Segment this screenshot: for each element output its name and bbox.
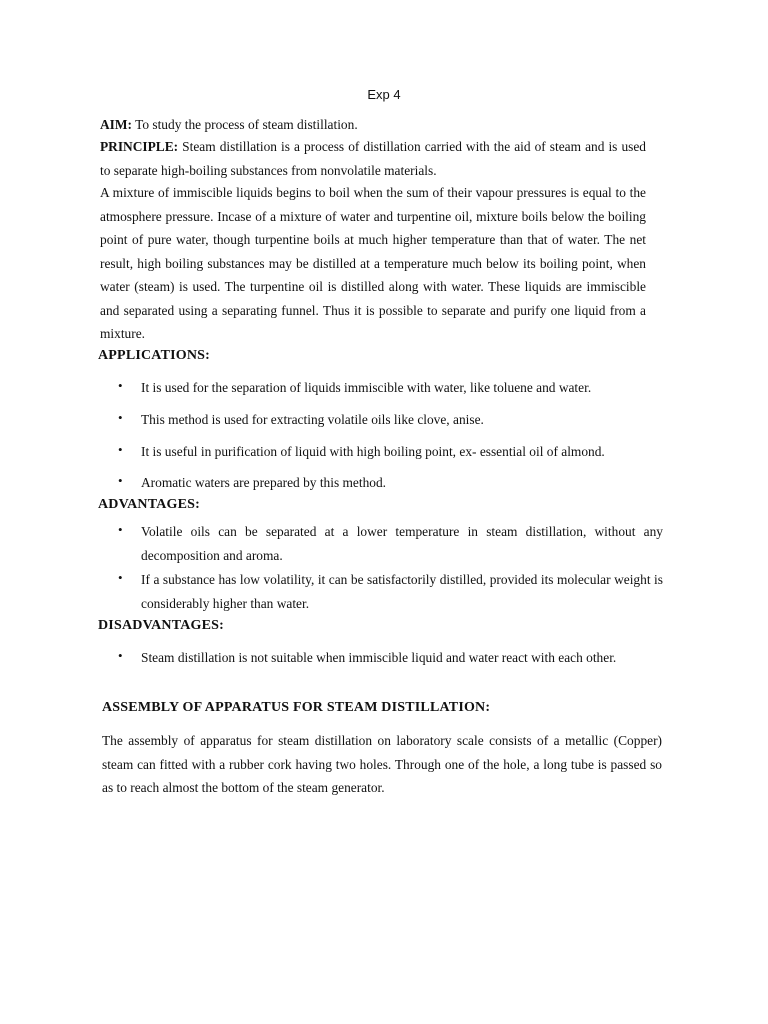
principle-explanation: A mixture of immiscible liquids begins to boil when the sum of their vapour pressures is equal to the atmosphere pressure. Incase of a mixture of water and turpentine oil, mixture boils below the boiling point of pure water, though turpentine boils at much higher temperature than that of water. The net result, high boiling substances may be distilled at a temperature much below its boiling point, when water (steam) is used. The turpentine oil is distilled along with water. These liquids are immiscible and separated using a separating funnel. Thus it is possible to separate and purify one liquid from a mixture. (100, 185, 646, 341)
bullet-icon: • (118, 442, 123, 457)
list-item-text: Steam distillation is not suitable when immiscible liquid and water react with each other. (141, 650, 617, 665)
principle-paragraph (100, 135, 646, 182)
bullet-icon: • (118, 570, 123, 585)
applications-heading: APPLICATIONS: (98, 348, 211, 363)
disadvantages-heading: DISADVANTAGES: (98, 618, 224, 633)
aim-text: To study the process of steam distillation. (131, 117, 358, 132)
principle-label: PRINCIPLE: (100, 139, 179, 154)
bullet-icon: • (118, 648, 123, 663)
list-item-text: It is useful in purification of liquid with high boiling point, ex- essential oil of almond. (141, 444, 605, 459)
list-item-text: If a substance has low volatility, it can be satisfactorily distilled, provided its molecular weight is considerably higher than water. (141, 572, 663, 611)
assembly-heading: ASSEMBLY OF APPARATUS FOR STEAM DISTILLATION: (102, 700, 491, 715)
aim-label: AIM: (100, 117, 132, 132)
advantages-heading: ADVANTAGES: (98, 497, 201, 512)
list-item-text: Aromatic waters are prepared by this method. (141, 475, 387, 490)
aim-paragraph (100, 113, 646, 137)
bullet-icon: • (118, 522, 123, 537)
assembly-paragraph: The assembly of apparatus for steam distillation on laboratory scale consists of a metallic (Copper) steam can fitted with a rubber cork having two holes. Through one of the hole, a long tube is passed so as to reach almost the bottom of the steam generator. (102, 733, 662, 795)
principle-text: Steam distillation is a process of distillation carried with the aid of steam and is used to separate high-boiling substances from nonvolatile materials. (100, 139, 646, 178)
list-item-text: It is used for the separation of liquids immiscible with water, like toluene and water. (141, 380, 592, 395)
bullet-icon: • (118, 410, 123, 425)
bullet-icon: • (118, 378, 123, 393)
list-item-text: This method is used for extracting volatile oils like clove, anise. (141, 412, 484, 427)
experiment-title: Exp 4 (367, 87, 401, 102)
list-item-text: Volatile oils can be separated at a lower temperature in steam distillation, without any decomposition and aroma. (141, 524, 663, 563)
bullet-icon: • (118, 473, 123, 488)
